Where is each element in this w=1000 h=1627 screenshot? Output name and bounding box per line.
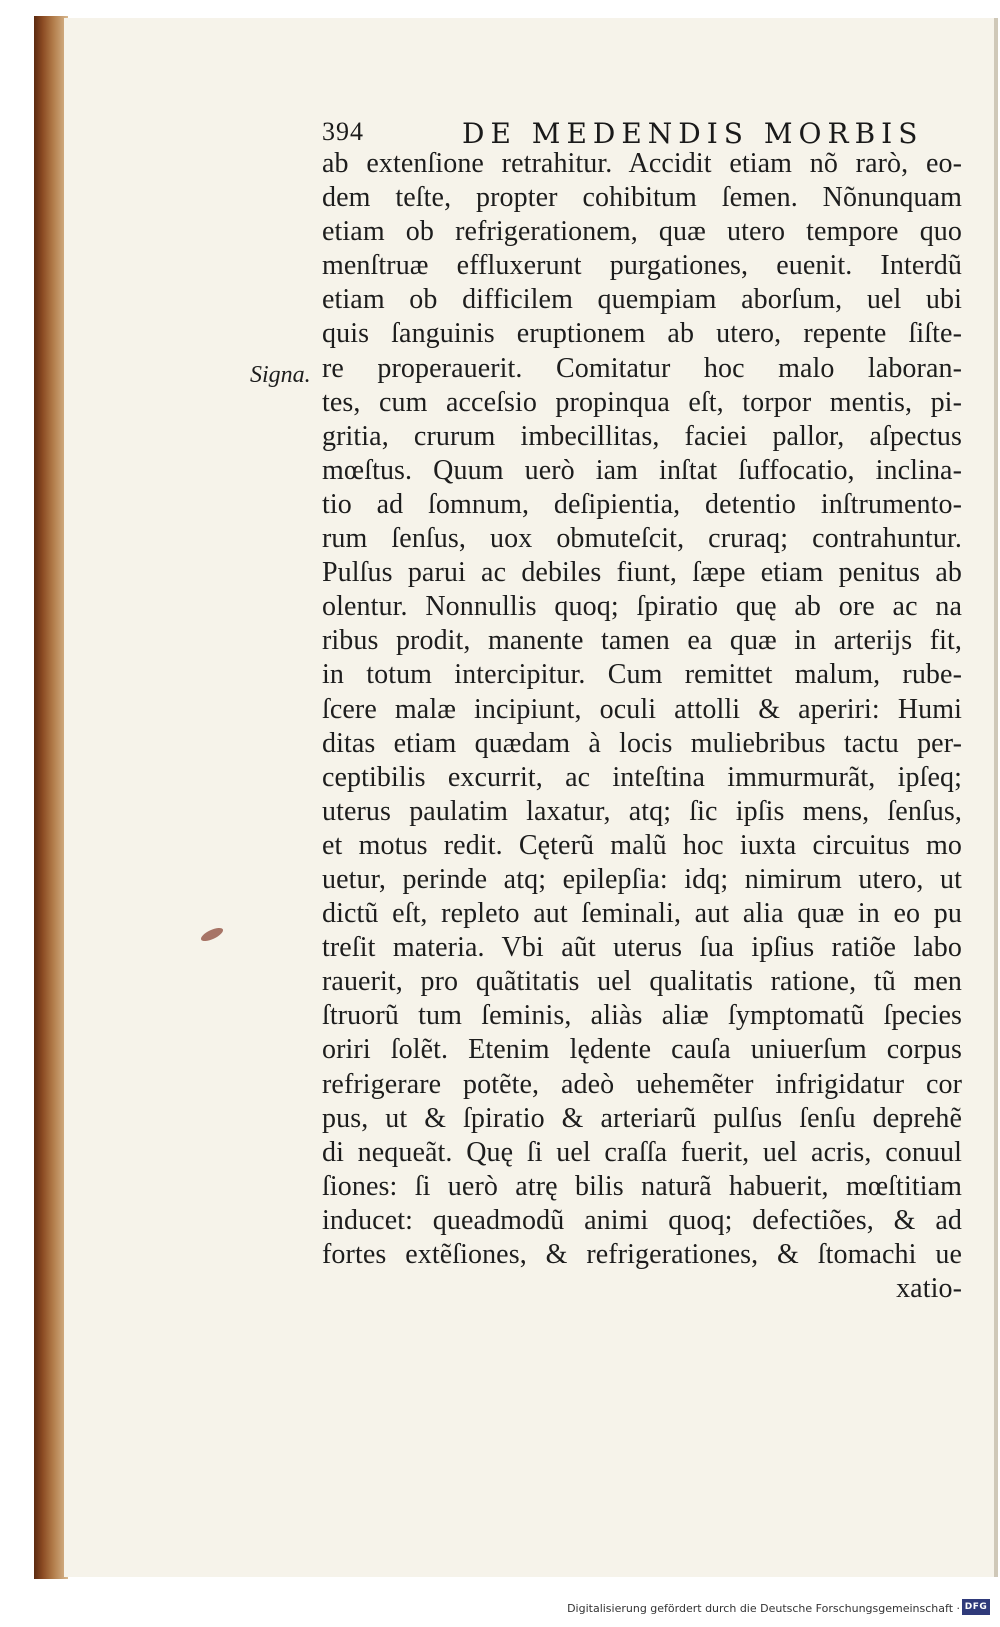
- margin-note: Signa.: [250, 362, 311, 388]
- main-text: [322, 147, 962, 1306]
- text-line: ditas etiam quædam à locis muliebribus tactu per-: [322, 727, 962, 759]
- text-line: dem teſte, propter cohibitum ſemen. Nõnunquam: [322, 182, 962, 214]
- text-line: re properauerit. Comitatur hoc malo laboran-: [322, 352, 962, 384]
- text-line: gritia, crurum imbecillitas, faciei pallor, aſpectus: [322, 420, 962, 452]
- text-line: Pulſus parui ac debiles fiunt, ſæpe etiam penitus ab: [322, 557, 962, 589]
- text-line: uetur, perinde atq; epilepſia: idq; nimirum utero, ut: [322, 863, 962, 895]
- text-line: ſtruorũ tum ſeminis, aliàs aliæ ſymptomatũ ſpecies: [322, 1000, 962, 1032]
- text-line: rauerit, pro quãtitatis uel qualitatis ratione, tũ men: [322, 966, 962, 998]
- footer-credit: Digitalisierung gefördert durch die Deutsche Forschungsgemeinschaft ·: [567, 1602, 960, 1615]
- text-line: oriri ſolẽt. Etenim lędente cauſa uniuerſum corpus: [322, 1034, 962, 1066]
- text-line: ſiones: ſi uerò atrę bilis naturã habuerit, mœſtitiam: [322, 1170, 962, 1202]
- text-line: etiam ob refrigerationem, quæ utero tempore quo: [322, 216, 962, 248]
- text-line: inducet: queadmodũ animi quoq; defectiões, & ad: [322, 1204, 962, 1236]
- text-line: ab extenſione retrahitur. Accidit etiam nõ rarò, eo-: [322, 148, 962, 179]
- text-line: uterus paulatim laxatur, atq; ſic ipſis mens, ſenſus,: [322, 795, 962, 827]
- text-line: refrigerare potẽte, adeò uehemẽter infrigidatur cor: [322, 1068, 962, 1100]
- dfg-logo: DFG: [962, 1599, 990, 1615]
- text-line: in totum intercipitur. Cum remittet malum, rube-: [322, 659, 962, 691]
- running-title: DE MEDENDIS MORBIS: [462, 117, 924, 150]
- text-line: ſcere malæ incipiunt, oculi attolli & aperiri: Humi: [322, 693, 962, 725]
- catchword: xatio-: [896, 1273, 962, 1305]
- text-line: olentur. Nonnullis quoq; ſpiratio quę ab ore ac na: [322, 591, 962, 623]
- text-line: pus, ut & ſpiratio & arteriarũ pulſus ſenſu deprehẽ: [322, 1102, 962, 1134]
- text-line: tes, cum acceſsio propinqua eſt, torpor mentis, pi-: [322, 386, 962, 418]
- text-line: menſtruæ effluxerunt purgationes, euenit. Interdũ: [322, 250, 962, 282]
- text-line: mœſtus. Quum uerò iam inſtat ſuffocatio, inclina-: [322, 454, 962, 486]
- text-line: tio ad ſomnum, deſipientia, detentio inſtrumento-: [322, 488, 962, 520]
- book-edge: [34, 16, 68, 1579]
- text-line: ceptibilis excurrit, ac inteſtina immurmurãt, ipſeq;: [322, 761, 962, 793]
- text-line: rum ſenſus, uox obmuteſcit, cruraq; contrahuntur.: [322, 523, 962, 555]
- text-line: treſit materia. Vbi aũt uterus ſua ipſius ratiõe labo: [322, 932, 962, 964]
- page-right-edge: [994, 18, 998, 1577]
- text-line: et motus redit. Cęterũ malũ hoc iuxta circuitus mo: [322, 829, 962, 861]
- text-line: etiam ob difficilem quempiam aborſum, uel ubi: [322, 284, 962, 316]
- text-line: quis ſanguinis eruptionem ab utero, repente ſiſte-: [322, 318, 962, 350]
- text-line: di nequeãt. Quę ſi uel craſſa fuerit, uel acris, conuul: [322, 1136, 962, 1168]
- text-line: dictũ eſt, repleto aut ſeminali, aut alia quæ in eo pu: [322, 898, 962, 930]
- page-number: 394: [322, 117, 364, 146]
- text-line: fortes extẽſiones, & refrigerationes, & ſtomachi ue: [322, 1239, 962, 1270]
- text-line: ribus prodit, manente tamen ea quæ in arterijs fit,: [322, 625, 962, 657]
